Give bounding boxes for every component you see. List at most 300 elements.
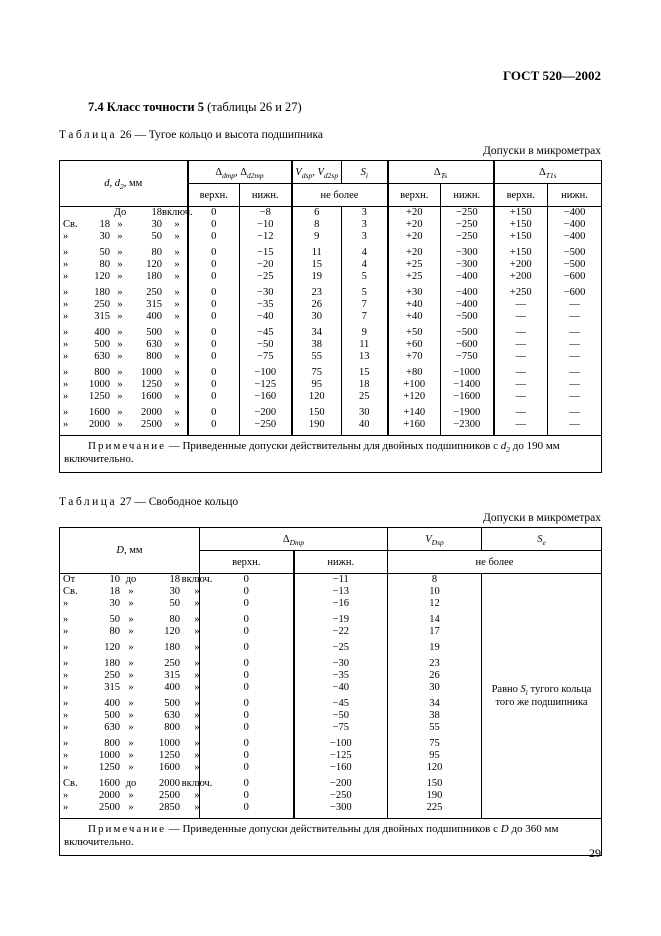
table-cell: 3 <box>342 231 388 243</box>
table-cell: −100 <box>294 734 388 750</box>
row-label-part: 30 <box>109 598 120 609</box>
row-label-part: » <box>63 351 69 362</box>
row-label-part: 1600 <box>141 391 162 402</box>
row-label-part: 1250 <box>99 762 120 773</box>
row-label-part: 80 <box>151 247 162 258</box>
table-cell: 12 <box>388 598 482 610</box>
table-cell: 34 <box>292 323 342 339</box>
table-cell: +25 <box>388 271 441 283</box>
table-26-footer <box>60 436 602 473</box>
col-header-v-dsp: $V_{dsp}$, $V_{d2sp}$ <box>292 161 342 184</box>
table-cell: +20 <box>388 243 441 259</box>
table-cell: — <box>494 339 548 351</box>
table-cell: 0 <box>188 299 240 311</box>
row-label-part: 50 <box>109 614 120 625</box>
table-cell: 95 <box>292 379 342 391</box>
row-label <box>60 339 188 351</box>
table-cell: 0 <box>188 283 240 299</box>
row-label-part: 180 <box>94 287 110 298</box>
row-label <box>60 750 200 762</box>
table-cell: −300 <box>441 259 494 271</box>
row-label-part: » <box>194 698 200 709</box>
row-label-part: 30 <box>99 231 110 242</box>
table-cell: 0 <box>200 734 294 750</box>
row-label-part: » <box>63 750 69 761</box>
table-caption-title: — Свободное кольцо <box>134 496 239 508</box>
table-cell: −22 <box>294 626 388 638</box>
table-cell: −200 <box>240 403 292 419</box>
table-cell: +120 <box>388 391 441 403</box>
table-row <box>60 207 602 220</box>
table-cell: 38 <box>388 710 482 722</box>
table-cell: −250 <box>441 207 494 220</box>
standard-designation: ГОСТ 520—2002 <box>502 68 601 83</box>
table-cell: −250 <box>240 419 292 436</box>
table-cell: 95 <box>388 750 482 762</box>
col-header-d-d2-mm: d, $d_2$, мм <box>104 178 143 192</box>
table-cell: — <box>494 299 548 311</box>
table-cell: 0 <box>188 339 240 351</box>
table-cell: −75 <box>240 351 292 363</box>
row-label-part: 2500 <box>159 790 180 801</box>
table-27-caption <box>59 495 601 509</box>
row-label-part: 1600 <box>159 762 180 773</box>
table-cell: −50 <box>240 339 292 351</box>
row-label-part: » <box>174 419 180 430</box>
table-cell: −12 <box>240 231 292 243</box>
row-label <box>60 271 188 283</box>
row-label <box>60 419 188 436</box>
row-label-part: » <box>63 311 69 322</box>
row-label-part: » <box>194 722 200 733</box>
table-row <box>60 379 602 391</box>
row-label-part: 500 <box>94 339 110 350</box>
table-row <box>60 231 602 243</box>
row-label <box>60 694 200 710</box>
row-label-part: 400 <box>104 698 120 709</box>
row-label-part: 50 <box>169 598 180 609</box>
row-label-part: » <box>128 762 134 773</box>
row-label-part: » <box>63 598 69 609</box>
row-label-part: 180 <box>164 642 180 653</box>
table-cell: 17 <box>388 626 482 638</box>
table-cell: 0 <box>200 670 294 682</box>
subheader-lower: нижн. <box>294 551 388 574</box>
table-cell: 6 <box>292 207 342 220</box>
row-label-part: » <box>174 391 180 402</box>
table-cell: 0 <box>200 802 294 819</box>
row-label-part: » <box>63 722 69 733</box>
row-label-part: 120 <box>146 259 162 270</box>
table-cell: +80 <box>388 363 441 379</box>
col-header-delta-ts: $\Delta_{Ts}$ <box>388 161 494 184</box>
row-label-part: включ. <box>181 778 213 789</box>
table-cell: −10 <box>240 219 292 231</box>
table-cell: 0 <box>200 598 294 610</box>
table-cell: — <box>494 403 548 419</box>
table-cell: 9 <box>292 231 342 243</box>
table-cell: 55 <box>292 351 342 363</box>
table-26-body <box>60 207 602 436</box>
row-label-part: » <box>117 379 123 390</box>
row-label-part: 1600 <box>99 778 120 789</box>
page-number: 29 <box>589 846 601 860</box>
table-cell: +40 <box>388 311 441 323</box>
row-label-part: 1250 <box>141 379 162 390</box>
col-header-delta-t1s: $\Delta_{T1s}$ <box>494 161 602 184</box>
table-row <box>60 403 602 419</box>
row-label-part: » <box>194 790 200 801</box>
row-label <box>60 259 188 271</box>
table-cell: −15 <box>240 243 292 259</box>
row-label-part: » <box>128 750 134 761</box>
row-label-part: 50 <box>99 247 110 258</box>
table-caption-number: 27 <box>119 496 132 508</box>
table-cell: +30 <box>388 283 441 299</box>
table-cell: −40 <box>240 311 292 323</box>
row-label <box>60 774 213 790</box>
row-label-part: » <box>117 327 123 338</box>
table-cell: 30 <box>292 311 342 323</box>
row-label-part: 500 <box>146 327 162 338</box>
row-label-part: » <box>63 391 69 402</box>
table-cell: −160 <box>240 391 292 403</box>
table-cell: +140 <box>388 403 441 419</box>
table-cell: −35 <box>240 299 292 311</box>
table-cell: 15 <box>342 363 388 379</box>
table-cell: — <box>494 363 548 379</box>
row-label-part: 315 <box>164 670 180 681</box>
table-row <box>60 283 602 299</box>
row-label-part: » <box>63 698 69 709</box>
table-cell: −200 <box>294 774 388 790</box>
row-label-part: » <box>63 367 69 378</box>
row-label <box>60 574 213 587</box>
row-label-part: » <box>174 271 180 282</box>
row-label-part: 800 <box>94 367 110 378</box>
row-label-part: » <box>63 419 69 430</box>
row-label <box>60 231 188 243</box>
table-cell: — <box>548 299 602 311</box>
row-label-part: » <box>194 598 200 609</box>
subheader-upper: верхн. <box>188 184 240 207</box>
row-label-part: Св. <box>63 778 78 789</box>
table-cell: 30 <box>342 403 388 419</box>
table-cell: — <box>494 311 548 323</box>
table-cell: −30 <box>240 283 292 299</box>
table-cell: −2300 <box>441 419 494 436</box>
table-cell: — <box>548 351 602 363</box>
row-label-part: 2000 <box>89 419 110 430</box>
row-label <box>60 598 200 610</box>
row-label-part: » <box>63 271 69 282</box>
table-cell: 0 <box>200 750 294 762</box>
table-cell: +200 <box>494 259 548 271</box>
subheader-upper: верхн. <box>200 551 294 574</box>
table-cell: — <box>548 323 602 339</box>
row-label-part: 50 <box>151 231 162 242</box>
table-cell: — <box>494 419 548 436</box>
row-label-part: » <box>117 391 123 402</box>
row-label <box>60 207 193 220</box>
row-label-part: » <box>194 682 200 693</box>
table-cell: 0 <box>200 710 294 722</box>
table-cell: 190 <box>292 419 342 436</box>
table-cell: 0 <box>188 323 240 339</box>
row-label-part: Св. <box>63 586 78 597</box>
table-cell: 0 <box>188 219 240 231</box>
table-cell: 14 <box>388 610 482 626</box>
table-cell: — <box>548 379 602 391</box>
table-caption-word: Таблица <box>59 129 118 141</box>
table-cell: −750 <box>441 351 494 363</box>
row-label-part: включ. <box>181 574 213 585</box>
row-label-part: 2850 <box>159 802 180 813</box>
row-label-part: » <box>174 299 180 310</box>
row-label-part: » <box>174 407 180 418</box>
row-label-part: » <box>128 802 134 813</box>
table-cell: 25 <box>342 391 388 403</box>
table-cell: 8 <box>388 574 482 587</box>
row-label-part: » <box>117 351 123 362</box>
row-label-part: 30 <box>169 586 180 597</box>
table-cell: 34 <box>388 694 482 710</box>
row-label-part: » <box>117 219 123 230</box>
row-label-part: » <box>63 339 69 350</box>
table-cell: — <box>494 391 548 403</box>
table-cell: +20 <box>388 231 441 243</box>
table-cell: 75 <box>292 363 342 379</box>
table-cell: 30 <box>388 682 482 694</box>
table-cell: 4 <box>342 259 388 271</box>
row-label-part: 400 <box>146 311 162 322</box>
row-label-part: » <box>194 710 200 721</box>
table-cell: 75 <box>388 734 482 750</box>
table-cell: 11 <box>342 339 388 351</box>
row-label-part: » <box>128 598 134 609</box>
row-label-part: 400 <box>164 682 180 693</box>
table-cell: −250 <box>441 219 494 231</box>
merged-cell: Равно $S_i$ тугого кольца того же подшипника <box>482 574 602 819</box>
subheader-lower: нижн. <box>441 184 494 207</box>
row-label <box>60 391 188 403</box>
table-cell: 0 <box>200 774 294 790</box>
table-cell: −45 <box>240 323 292 339</box>
row-label-part: » <box>63 379 69 390</box>
row-label-part: 1250 <box>89 391 110 402</box>
row-label <box>60 243 188 259</box>
row-label-part: » <box>128 698 134 709</box>
table-cell: +200 <box>494 271 548 283</box>
row-label-part: » <box>117 247 123 258</box>
table-cell: — <box>548 311 602 323</box>
row-label-part: 630 <box>104 722 120 733</box>
col-header-v-dsp: $V_{Dsp}$ <box>388 528 482 551</box>
table-cell: +150 <box>494 231 548 243</box>
table-cell: +70 <box>388 351 441 363</box>
table-cell: −300 <box>294 802 388 819</box>
row-label-part: » <box>128 670 134 681</box>
table-cell: 0 <box>188 271 240 283</box>
row-label-part: » <box>63 658 69 669</box>
row-label-part: » <box>128 586 134 597</box>
row-label <box>60 219 188 231</box>
col-header-delta-dmp: $\Delta_{dmp}$, $\Delta_{d2mp}$ <box>188 161 292 184</box>
table-cell: −40 <box>294 682 388 694</box>
table-cell: 0 <box>188 231 240 243</box>
table-row <box>60 323 602 339</box>
row-label-part: До <box>113 207 127 218</box>
table-cell: 0 <box>188 419 240 436</box>
row-label <box>60 762 200 774</box>
col-header-delta-dmp: $\Delta_{Dmp}$ <box>200 528 388 551</box>
table-cell: −400 <box>548 207 602 220</box>
row-label-part: » <box>63 790 69 801</box>
table-cell: 0 <box>200 694 294 710</box>
table-cell: −250 <box>294 790 388 802</box>
row-label-part: » <box>128 682 134 693</box>
row-label-part: 500 <box>164 698 180 709</box>
row-label-part: до <box>125 778 137 789</box>
row-label-part: 1000 <box>89 379 110 390</box>
table-cell: — <box>548 339 602 351</box>
table-cell: 19 <box>292 271 342 283</box>
row-label-part: » <box>194 802 200 813</box>
units-note: Допуски в микрометрах <box>483 512 601 524</box>
row-label <box>60 283 188 299</box>
table-row <box>60 299 602 311</box>
row-label-part: » <box>194 642 200 653</box>
row-label-part: 250 <box>146 287 162 298</box>
row-label-part: » <box>63 802 69 813</box>
table-cell: 225 <box>388 802 482 819</box>
table-note <box>60 436 602 473</box>
table-cell: 0 <box>200 790 294 802</box>
row-label-part: » <box>63 259 69 270</box>
row-label-part: 80 <box>169 614 180 625</box>
table-cell: — <box>548 419 602 436</box>
table-cell: −400 <box>441 283 494 299</box>
row-label <box>60 626 200 638</box>
row-label <box>60 670 200 682</box>
table-cell: +250 <box>494 283 548 299</box>
table-cell: −400 <box>441 271 494 283</box>
row-label <box>60 790 200 802</box>
row-label <box>60 363 188 379</box>
row-label-part: » <box>63 670 69 681</box>
row-label-part: » <box>63 738 69 749</box>
row-label-part: 120 <box>94 271 110 282</box>
table-cell: — <box>548 403 602 419</box>
table-cell: 190 <box>388 790 482 802</box>
row-label-part: 1000 <box>141 367 162 378</box>
table-27-header <box>60 528 602 574</box>
table-cell: 0 <box>200 610 294 626</box>
row-label-part: 800 <box>146 351 162 362</box>
table-26 <box>59 160 602 473</box>
page-content <box>59 0 601 856</box>
table-cell: −400 <box>441 299 494 311</box>
table-cell: −16 <box>294 598 388 610</box>
row-label-part: » <box>128 738 134 749</box>
table-cell: +150 <box>494 243 548 259</box>
row-label-part: » <box>174 327 180 338</box>
row-label-part: 630 <box>94 351 110 362</box>
table-cell: 26 <box>292 299 342 311</box>
row-label <box>60 734 200 750</box>
table-27-footer <box>60 819 602 856</box>
row-label-part: » <box>174 247 180 258</box>
row-label-part: » <box>117 407 123 418</box>
table-cell: 40 <box>342 419 388 436</box>
table-cell: — <box>494 379 548 391</box>
row-label-part: 2000 <box>141 407 162 418</box>
row-label-part: » <box>117 299 123 310</box>
row-label-part: » <box>63 626 69 637</box>
row-label-part: » <box>63 710 69 721</box>
table-cell: −125 <box>240 379 292 391</box>
table-cell: −25 <box>294 638 388 654</box>
row-label-part: 1000 <box>159 738 180 749</box>
row-label <box>60 710 200 722</box>
subheader-upper: верхн. <box>388 184 441 207</box>
col-header-d-mm: D, мм <box>116 545 143 556</box>
row-label-part: Св. <box>63 219 78 230</box>
row-label-part: » <box>128 626 134 637</box>
row-label-part: 2500 <box>141 419 162 430</box>
table-cell: −45 <box>294 694 388 710</box>
row-label-part: 315 <box>104 682 120 693</box>
table-cell: — <box>494 323 548 339</box>
section-number-and-title: 7.4 Класс точности 5 <box>88 100 204 114</box>
row-label-part: 120 <box>104 642 120 653</box>
row-label-part: » <box>63 642 69 653</box>
table-cell: 11 <box>292 243 342 259</box>
row-label <box>60 403 188 419</box>
table-cell: −75 <box>294 722 388 734</box>
table-cell: 7 <box>342 311 388 323</box>
row-label-part: 250 <box>94 299 110 310</box>
table-cell: −30 <box>294 654 388 670</box>
col-header-s-i: $S_i$ <box>342 161 388 184</box>
table-cell: 4 <box>342 243 388 259</box>
row-label-part: » <box>194 658 200 669</box>
table-caption-word: Таблица <box>59 496 118 508</box>
row-label-part: » <box>194 738 200 749</box>
note-text: — Приведенные допуски действительны для двойных подшипников с D до 360 мм включительно. <box>64 823 559 848</box>
row-label <box>60 299 188 311</box>
row-label-part: 18 <box>151 207 162 218</box>
table-row <box>60 271 602 283</box>
row-label-part: » <box>117 287 123 298</box>
table-cell: 38 <box>292 339 342 351</box>
row-label-part: » <box>117 271 123 282</box>
section-heading <box>88 100 601 115</box>
row-label-part: » <box>174 287 180 298</box>
row-label-part: » <box>174 311 180 322</box>
table-cell: 0 <box>188 391 240 403</box>
section-title-suffix: (таблицы 26 и 27) <box>203 100 302 114</box>
row-label <box>60 638 200 654</box>
table-cell: 0 <box>200 654 294 670</box>
table-cell: 0 <box>188 363 240 379</box>
row-label <box>60 379 188 391</box>
row-label-part: » <box>63 682 69 693</box>
table-cell: — <box>548 363 602 379</box>
table-cell: +100 <box>388 379 441 391</box>
row-label-part: 800 <box>164 722 180 733</box>
row-label-part: » <box>63 407 69 418</box>
